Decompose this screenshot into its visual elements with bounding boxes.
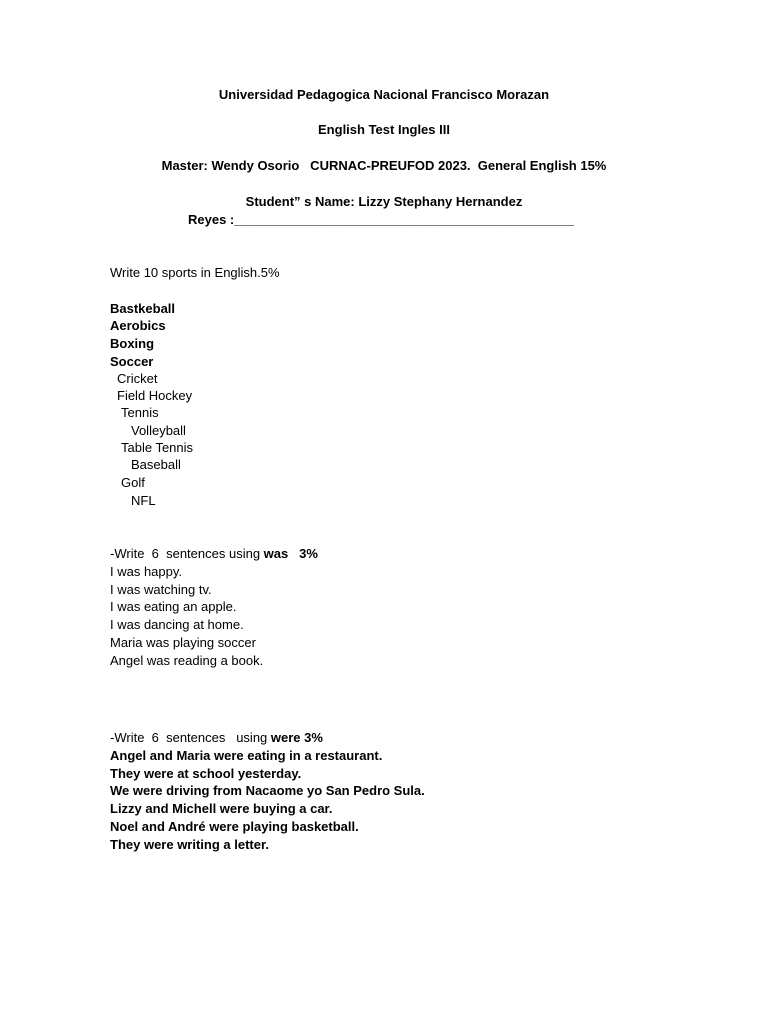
sport-item: Cricket <box>117 371 158 386</box>
sports-instruction: Write 10 sports in English.5% <box>110 265 280 280</box>
sport-item: Golf <box>121 475 145 490</box>
master-line: Master: Wendy Osorio CURNAC-PREUFOD 2023. General English 15% <box>161 158 607 173</box>
sport-item: Table Tennis <box>121 440 194 455</box>
was-instruction-text: -Write 6 sentences using <box>110 546 264 561</box>
student-name-line: Student” s Name: Lizzy Stephany Hernandez <box>245 194 523 209</box>
were-sentence: Angel and Maria were eating in a restaurant. <box>110 748 383 763</box>
sport-item: Baseball <box>131 457 181 472</box>
sport-item: Tennis <box>121 405 159 420</box>
was-keyword: was <box>263 546 289 561</box>
was-sentence: Angel was reading a book. <box>110 653 264 668</box>
was-sentence: I was watching tv. <box>110 582 212 597</box>
were-sentence: Lizzy and Michell were buying a car. <box>110 801 333 816</box>
was-percent: 3% <box>299 546 318 561</box>
test-title: English Test Ingles III <box>318 122 450 137</box>
was-sentence: I was happy. <box>110 564 183 579</box>
sport-item: Field Hockey <box>117 388 193 403</box>
sport-item: NFL <box>131 493 156 508</box>
sport-item: Volleyball <box>131 423 186 438</box>
was-sentence: I was eating an apple. <box>110 599 237 614</box>
were-sentence: They were writing a letter. <box>110 837 269 852</box>
were-instruction-text: -Write 6 sentences using <box>110 730 271 745</box>
sport-item: Bastkeball <box>110 301 176 316</box>
were-sentence: We were driving from Nacaome yo San Pedro Sula. <box>110 783 425 798</box>
were-keyword: were 3% <box>270 730 323 745</box>
were-instruction <box>110 730 323 746</box>
university-name: Universidad Pedagogica Nacional Francisco Morazan <box>218 87 550 102</box>
sport-item: Aerobics <box>110 318 166 333</box>
were-sentence: They were at school yesterday. <box>110 766 302 781</box>
student-surname-line: Reyes :_______________________________________________ <box>188 212 575 227</box>
was-sentence: Maria was playing soccer <box>110 635 256 650</box>
sport-item: Boxing <box>110 336 155 351</box>
was-instruction <box>110 546 318 562</box>
was-sentence: I was dancing at home. <box>110 617 244 632</box>
were-sentence: Noel and André were playing basketball. <box>110 819 359 834</box>
sport-item: Soccer <box>110 354 154 369</box>
